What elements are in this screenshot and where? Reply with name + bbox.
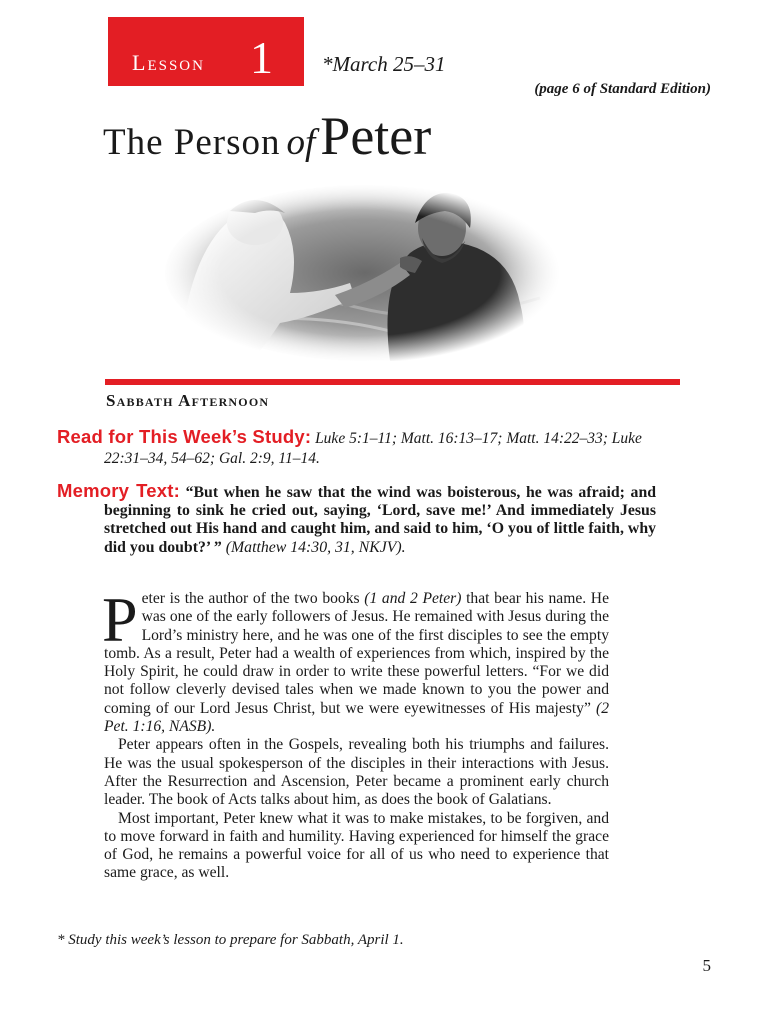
- lesson-number: 1: [250, 32, 273, 83]
- title-connector: of: [286, 122, 316, 163]
- edition-note: (page 6 of Standard Edition): [534, 81, 711, 97]
- footnote: * Study this week’s lesson to prepare for Sabbath, April 1.: [57, 932, 404, 948]
- lesson-label: Lesson: [132, 50, 205, 75]
- memory-label: Memory Text:: [57, 480, 180, 501]
- memory-block: [57, 482, 656, 557]
- memory-verse: “But when he saw that the wind was boisterous, he was afraid; and beginning to sink he cried out, saying, ‘Lord, save me!’ And immediately Jesus stretched out His hand and caught him, and said to him, ‘O you of little faith, why did you doubt?’ ”: [104, 484, 657, 556]
- drop-cap: P: [102, 584, 138, 655]
- paragraph: Most important, Peter knew what it was to make mistakes, to be forgiven, and to move forward in faith and humility. Having experienced for himself the grace of God, he remains a powerful voice for all of us who need to experience that same grace, as well.: [104, 809, 609, 882]
- lesson-illustration: [160, 183, 560, 368]
- lesson-date: *March 25–31: [322, 52, 446, 76]
- scripture-reference: (2 Pet. 1:16, NASB).: [104, 699, 609, 736]
- page-number: 5: [702, 956, 711, 975]
- section-heading: Sabbath Afternoon: [106, 391, 270, 410]
- body-text: [102, 584, 609, 883]
- read-label: Read for This Week’s Study:: [57, 426, 312, 447]
- illustration-image: [160, 183, 560, 363]
- paragraph: Peter appears often in the Gospels, revealing both his triumphs and failures. He was the usual spokesperson of the disciples in their interactions with Jesus. After the Resurrection and Ascension, Peter became a prominent early church leader. The book of Acts talks about him, as does the book of Galatians.: [104, 736, 609, 809]
- paragraph: [102, 584, 609, 736]
- paragraph-text: eter is the author of the two books: [141, 590, 365, 607]
- page-title: [103, 106, 432, 166]
- read-block: [57, 427, 664, 469]
- title-part2: Peter: [320, 106, 432, 166]
- paragraph-text: that bear his name. He was one of the early followers of Jesus. He remained with Jesus during the Lord’s ministry here, and he was one of the first disciples to see the empty tomb. As a result, Peter had a wealth of experiences from which, inspired by the Holy Spirit, he could draw in order to write these powerful letters. “For we did not follow cleverly devised tales when we made known to you the power and coming of our Lord Jesus Christ, but we were eyewitnesses of His majesty”: [104, 590, 609, 717]
- read-references: Luke 5:1–11; Matt. 16:13–17; Matt. 14:22–33; Luke 22:31–34, 54–62; Gal. 2:9, 11–14.: [104, 430, 642, 467]
- book-reference: (1 and 2 Peter): [364, 590, 462, 607]
- lesson-banner: [108, 17, 304, 86]
- memory-reference: (Matthew 14:30, 31, NKJV).: [225, 538, 406, 556]
- section-divider: [105, 379, 680, 385]
- title-part1: The Person: [103, 122, 281, 163]
